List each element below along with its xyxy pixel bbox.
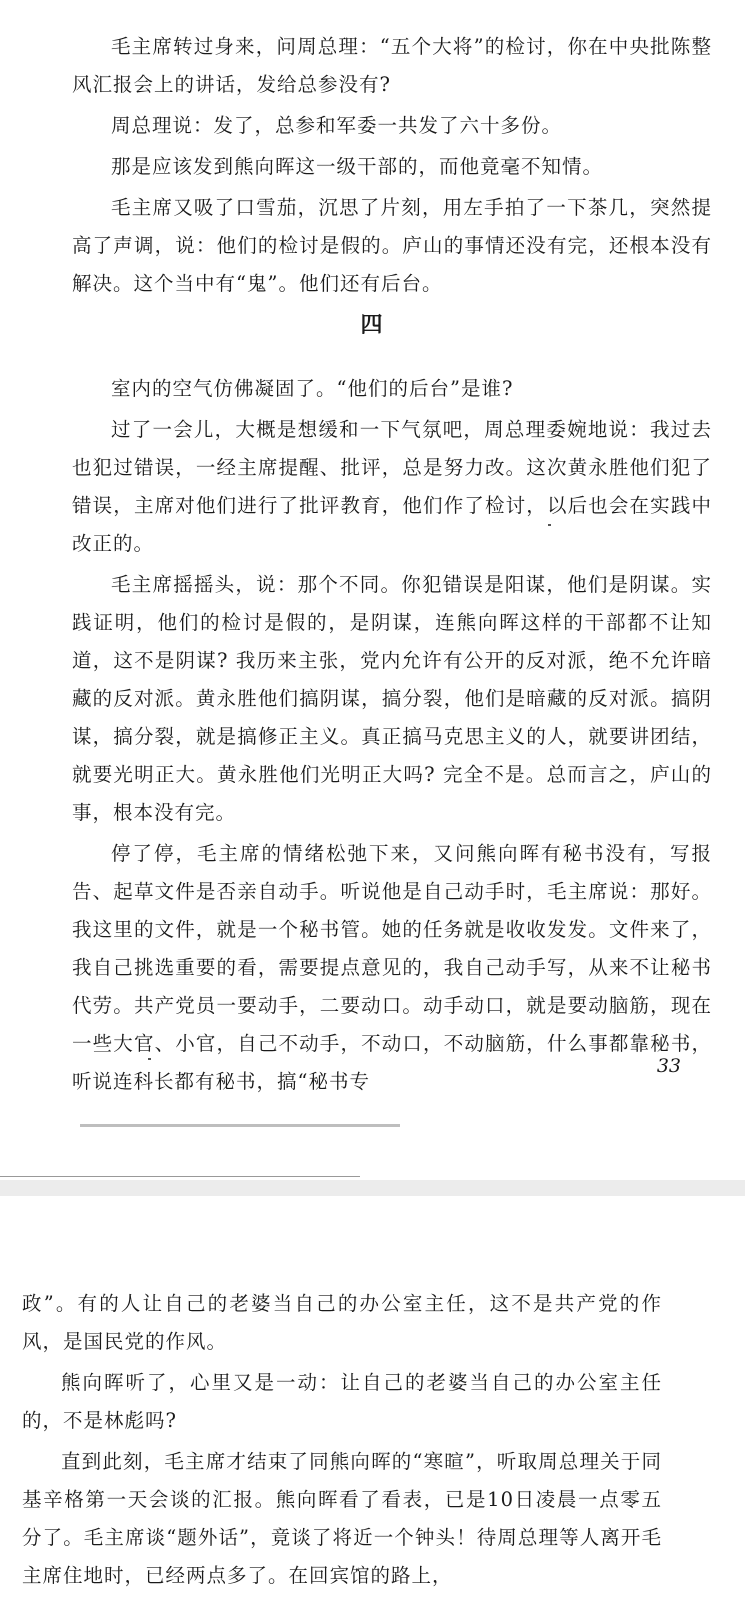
scan-speck	[148, 1058, 151, 1060]
scan-edge-line	[0, 1176, 360, 1177]
page-number: 33	[656, 1055, 681, 1077]
paragraph: 周总理说：发了，总参和军委一共发了六十多份。	[111, 114, 563, 137]
page-separator	[0, 1180, 745, 1196]
paragraph: 室内的空气仿佛凝固了。“他们的后台”是谁?	[111, 377, 514, 400]
paragraph: 过了一会儿，大概是想缓和一下气氛吧，周总理委婉地说：我过去也犯过错误，一经主席提醒、批评，总是努力改。这次黄永胜他们犯了错误，主席对他们进行了批评教育，他们作了检讨，以后也会在实践中改正的。	[72, 418, 712, 555]
paragraph: 熊向晖听了，心里又是一动：让自己的老婆当自己的办公室主任的，不是林彪吗?	[22, 1371, 662, 1432]
paragraph: 毛主席又吸了口雪茄，沉思了片刻，用左手拍了一下茶几，突然提高了声调，说：他们的检讨是假的。庐山的事情还没有完，还根本没有解决。这个当中有“鬼”。他们还有后台。	[72, 196, 712, 295]
section-heading: 四	[360, 312, 385, 338]
paragraph: 停了停，毛主席的情绪松弛下来，又问熊向晖有秘书没有，写报告、起草文件是否亲自动手。听说他是自己动手时，毛主席说：那好。我这里的文件，就是一个秘书管。她的任务就是收收发发。文件来了，我自己挑选重要的看，需要提点意见的，我自己动手写，从来不让秘书代劳。共产党员一要动手，二要动口。动手动口，就是要动脑筋，现在一些大官、小官，自己不动手，不动口，不动脑筋，什么事都靠秘书，听说连科长都有秘书，搞“秘书专	[72, 842, 712, 1093]
text-block-top	[72, 28, 712, 303]
book-page-34	[0, 1196, 745, 1600]
paragraph: 那是应该发到熊向晖这一级干部的，而他竟毫不知情。	[111, 155, 604, 178]
paragraph: 政”。有的人让自己的老婆当自己的办公室主任，这不是共产党的作风，是国民党的作风。	[22, 1292, 662, 1353]
text-block-bottom	[72, 370, 712, 1101]
paragraph: 毛主席转过身来，问周总理：“五个大将”的检讨，你在中央批陈整风汇报会上的讲话，发给总参没有?	[72, 35, 712, 96]
paragraph: 直到此刻，毛主席才结束了同熊向晖的“寒暄”，听取周总理关于同基辛格第一天会谈的汇报。熊向晖看了看表，已是10日凌晨一点零五分了。毛主席谈“题外话”，竟谈了将近一个钟头！待周总理等人离开毛主席住地时，已经两点多了。在回宾馆的路上，	[22, 1450, 662, 1587]
scan-artifact-line	[80, 1124, 400, 1127]
text-block	[22, 1285, 662, 1595]
paragraph: 毛主席摇摇头，说：那个不同。你犯错误是阳谋，他们是阴谋。实践证明，他们的检讨是假的，是阴谋，连熊向晖这样的干部都不让知道，这不是阴谋? 我历来主张，党内允许有公开的反对派，绝不允许暗藏的反对派。黄永胜他们搞阴谋，搞分裂，他们是暗藏的反对派。搞阴谋，搞分裂，就是搞修正主义。真正搞马克思主义的人，就要讲团结，就要光明正大。黄永胜他们光明正大吗? 完全不是。总而言之，庐山的事，根本没有完。	[72, 573, 712, 824]
scan-speck	[548, 524, 551, 526]
